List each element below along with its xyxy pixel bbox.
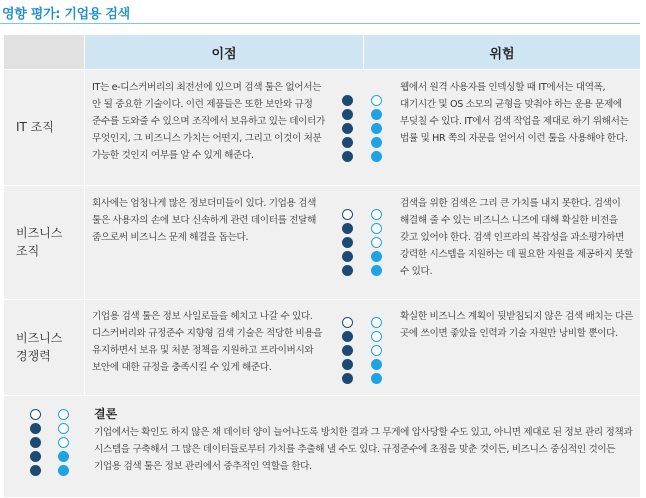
risk-text-business-org: 검색을 위한 검색은 그리 큰 가치를 내지 못한다. 검색이 해결해 줄 수 있는 비즈니스 니즈에 대해 확실한 비전을 갖고 있어야 한다. 검색 인프라의 복잡성을 과소평가하면 강력한 시스템을 지원하는 데 필요한 자원을 제공하지 못할 수 있다.: [400, 198, 633, 277]
rating-dot: [342, 223, 353, 234]
benefit-rating-business-competitiveness: [342, 317, 353, 384]
risk-text-it: 웹에서 원격 사용자를 인덱싱할 때 IT에서는 대역폭, 대기시간 및 OS 소모의 균형을 맞춰야 하는 운용 문제에 부딪칠 수 있다. IT에서 검색 작업을 제대로 하기 위해서는 법률 및 HR 쪽의 자문을 얻어서 이런 툴을 사용해야 한다.: [400, 82, 629, 144]
row-label-line: 비즈니스: [16, 226, 63, 240]
rating-dot: [371, 95, 382, 106]
rating-dot: [342, 137, 353, 148]
rating-dot: [342, 359, 353, 370]
rating-dot: [371, 265, 382, 276]
benefit-text-business-org: 회사에는 엄청나게 많은 정보더미들이 있다. 기업용 검색 툴은 사용자의 손에 보다 신속하게 관련 데이터를 전달해 줌으로써 비즈니스 문제 해결을 돕는다.: [92, 198, 317, 243]
rating-dot: [371, 317, 382, 328]
row-label-it: [4, 69, 84, 185]
rating-dot: [30, 423, 41, 434]
benefit-text-it: IT는 e-디스커버리의 최전선에 있으며 검색 툴은 없어서는 안 될 중요한 기술이다. 이런 제품들은 또한 보안와 규정 준수를 도와줄 수 있으며 조직에서 보유하고 있는 데이터가 무엇인지, 그 비즈니스 가치는 어떤지, 그리고 이것이 처분 가능한 것인지 여부를 알 수 있게 해준다.: [92, 82, 325, 161]
row-label-line: 비즈니스: [16, 331, 63, 345]
grid-line: [84, 35, 85, 395]
row-label-line: 경쟁력: [16, 349, 51, 363]
rating-dot: [342, 151, 353, 162]
grid-line: [363, 35, 364, 69]
rating-dot: [58, 451, 69, 462]
rating-dot: [342, 209, 353, 220]
rating-dot: [30, 465, 41, 476]
conclusion-title: 결론: [94, 407, 118, 421]
impact-table: [4, 35, 640, 497]
conclusion-text: 기업에서는 확인도 하지 않은 채 데이터 양이 늘어나도록 방치한 결과 그 무게에 압사당할 수도 있고, 아니면 제대로 된 정보 관리 정책과 시스템을 구축해서 그 많은 데이터들로부터 가치를 추출해 낼 수도 있다. 규정준수에 초점을 맞춘 것이든, 비즈니스 중심적인 것이든 기업용 검색 툴은 정보 관리에서 중추적인 역할을 한다.: [94, 427, 633, 472]
risk-rating-it: [371, 95, 382, 162]
rating-dot: [371, 331, 382, 342]
row-label-business-org: [4, 185, 84, 299]
rating-dot: [58, 437, 69, 448]
grid-line: [4, 69, 640, 70]
rating-dot: [342, 265, 353, 276]
rating-dot: [30, 409, 41, 420]
rating-dot: [342, 109, 353, 120]
rating-dot: [342, 123, 353, 134]
rating-dot: [58, 423, 69, 434]
grid-line: [4, 185, 640, 186]
rating-dot: [371, 109, 382, 120]
rating-dot: [371, 223, 382, 234]
risk-header: 위험: [364, 35, 640, 69]
row-label-line: 조직: [16, 244, 40, 258]
rating-dot: [342, 237, 353, 248]
benefit-header: 이점: [85, 35, 363, 69]
risk-rating-business-org: [371, 209, 382, 276]
rating-dot: [30, 437, 41, 448]
header-blank-cell: [4, 35, 84, 69]
rating-dot: [30, 451, 41, 462]
rating-dot: [58, 409, 69, 420]
rating-dot: [342, 95, 353, 106]
rating-dot: [371, 123, 382, 134]
rating-dot: [342, 317, 353, 328]
benefit-rating-business-org: [342, 209, 353, 276]
risk-text-business-competitiveness: 확실한 비즈니스 계획이 뒷받침되지 않은 검색 배치는 다른 곳에 쓰이면 좋았을 인력과 기술 자원만 낭비할 뿐이다.: [400, 311, 633, 339]
rating-dot: [371, 251, 382, 262]
rating-dot: [371, 373, 382, 384]
rating-dot: [371, 209, 382, 220]
rating-dot: [58, 465, 69, 476]
risk-rating-business-competitiveness: [371, 317, 382, 384]
benefit-text-business-competitiveness: 기업용 검색 툴은 정보 사일로들을 헤치고 나갈 수 있다. 디스커버리와 규정준수 지향형 검색 기술은 적당한 비용을 유지하면서 보유 및 처분 정책을 지원하고 프라이버시와 보안에 대한 규정을 충족시킬 수 있게 해준다.: [92, 311, 323, 373]
rating-dot: [342, 373, 353, 384]
rating-dot: [342, 251, 353, 262]
row-label-business-competitiveness: [4, 299, 84, 395]
rating-dot: [371, 345, 382, 356]
rating-dot: [371, 237, 382, 248]
row-label-line: IT 조직: [16, 120, 54, 134]
rating-dot: [371, 359, 382, 370]
rating-dot: [342, 345, 353, 356]
grid-line: [4, 395, 640, 396]
conclusion-benefit-rating: [30, 409, 41, 476]
grid-line: [4, 299, 640, 300]
rating-dot: [342, 331, 353, 342]
rating-dot: [371, 137, 382, 148]
benefit-rating-it: [342, 95, 353, 162]
conclusion-risk-rating: [58, 409, 69, 476]
page-title: 영향 평가: 기업용 검색: [2, 7, 130, 22]
title-divider: [0, 23, 640, 24]
rating-dot: [371, 151, 382, 162]
